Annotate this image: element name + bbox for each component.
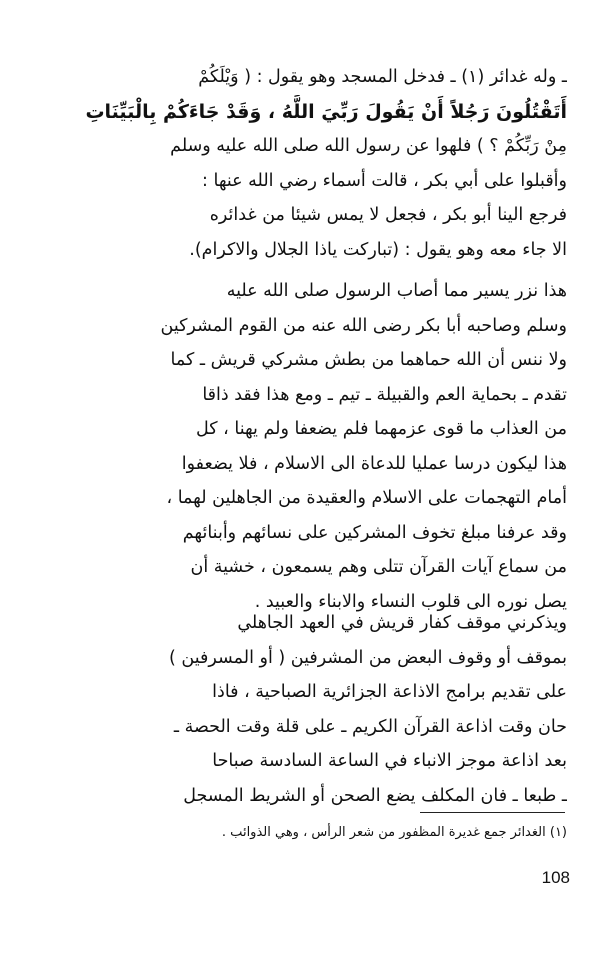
text-line: على تقديم برامج الاذاعة الجزائرية الصباحية ، فاذا [212, 682, 567, 702]
text-line: وأقبلوا على أبي بكر ، قالت أسماء رضي الله عنها : [202, 170, 567, 191]
text-line: ـ وله غدائر (١) ـ فدخل المسجد وهو يقول : ( وَيْلَكُمْ [198, 67, 567, 87]
text-line: ويذكرني موقف كفار قريش في العهد الجاهلي [237, 613, 567, 633]
text-line: الا جاء معه وهو يقول : (تباركت ياذا الجلال والاكرام). [189, 239, 567, 260]
text-line: يصل نوره الى قلوب النساء والابناء والعبيد . [254, 591, 567, 612]
text-line: هذا نزر يسير مما أصاب الرسول صلى الله عليه [226, 281, 567, 301]
text-line: بعد اذاعة موجز الانباء في الساعة السادسة صباحا [212, 751, 567, 771]
text-line: وقد عرفنا مبلغ تخوف المشركين على نسائهم وأبنائهم [182, 522, 567, 543]
text-line: فرجع الينا أبو بكر ، فجعل لا يمس شيئا من غدائره [209, 205, 567, 225]
text-line: مِنْ رَبِّكُمْ ؟ ) فلهوا عن رسول الله صلى الله عليه وسلم [170, 136, 567, 156]
text-line: ولا ننس أن الله حماهما من بطش مشركي قريش ـ كما [170, 350, 567, 370]
paragraph-1 [22, 60, 567, 267]
paragraph-3 [22, 606, 567, 813]
page-number: 108 [541, 868, 570, 887]
text-line: حان وقت اذاعة القرآن الكريم ـ على قلة وقت الحصة ـ [173, 716, 567, 737]
text-line: بموقف أو وقوف البعض من المشرفين ( أو المسرفين ) [169, 647, 567, 668]
text-line: هذا ليكون درسا عمليا للدعاة الى الاسلام ، فلا يضعفوا [181, 453, 567, 474]
footnote: (١) الغدائر جمع غديرة المظفور من شعر الرأس ، وهي الذوائب . [221, 825, 567, 840]
text-line: تقدم ـ بحماية العم والقبيلة ـ تيم ـ ومع هذا فقد ذاقا [202, 384, 567, 405]
text-line: وسلم وصاحبه أبا بكر رضى الله عنه من القوم المشركين [160, 315, 567, 336]
text-line: من سماع آيات القرآن تتلى وهم يسمعون ، خشية أن [190, 557, 567, 577]
text-line: أمام التهجمات على الاسلام والعقيدة من الجاهلين لهما ، [166, 488, 567, 508]
paragraph-2 [22, 274, 567, 619]
text-line: من العذاب ما قوى عزمهما فلم يضعفا ولم يهنا ، كل [196, 419, 567, 439]
footnote-divider [420, 812, 565, 813]
quran-verse-line: أَتَقْتُلُونَ رَجُلاً أَنْ يَقُولَ رَبِّيَ اللَّهُ ، وَقَدْ جَاءَكُمْ بِالْبَيِّنَاتِ [85, 100, 567, 123]
text-line: ـ طبعا ـ فان المكلف يضع الصحن أو الشريط المسجل [183, 785, 567, 806]
